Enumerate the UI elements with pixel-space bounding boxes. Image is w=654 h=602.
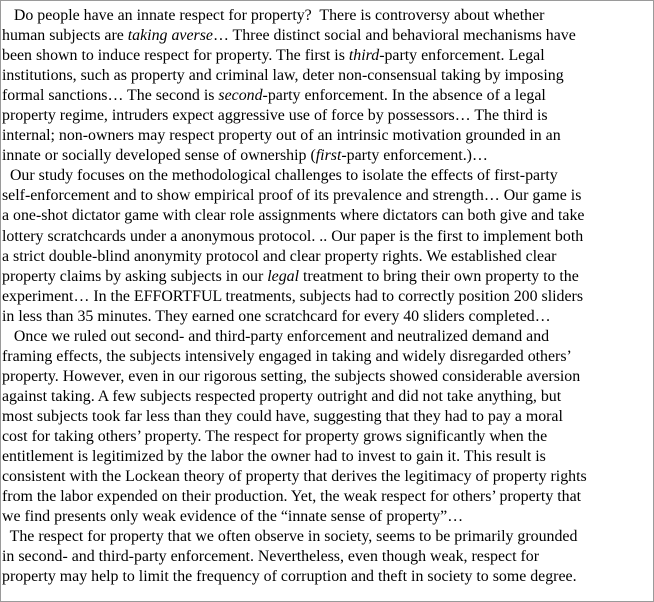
text-line xyxy=(2,367,652,387)
text-segment: lottery scratchcards under a anonymous protocol. .. Our paper is the first to implement both xyxy=(2,227,584,245)
text-line xyxy=(2,287,652,307)
italic-text: taking averse xyxy=(127,27,213,45)
italic-text: legal xyxy=(267,267,300,285)
text-segment: experiment… In the EFFORTFUL treatments, subjects had to correctly position 200 sliders xyxy=(2,287,584,305)
text-segment: cost for taking others’ property. The respect for property grows significantly when the xyxy=(2,427,548,445)
text-segment: we find presents only weak evidence of the “innate sense of property”… xyxy=(2,508,464,526)
text-line xyxy=(2,106,652,126)
text-segment: formal sanctions… The second is xyxy=(2,87,219,105)
text-line xyxy=(2,146,652,166)
text-line xyxy=(2,527,652,547)
text-segment: … Three distinct social and behavioral mechanisms have xyxy=(212,27,576,45)
text-line xyxy=(2,307,652,327)
text-line xyxy=(2,166,652,186)
text-segment: been shown to induce respect for property. The first is xyxy=(2,47,349,65)
text-segment: treatment to bring their own property to the xyxy=(299,267,579,285)
text-segment: property. However, even in our rigorous setting, the subjects showed considerable aversion xyxy=(2,367,581,385)
text-segment: property regime, intruders expect aggressive use of force by possessors… The third is xyxy=(2,107,548,125)
text-line xyxy=(2,247,652,267)
text-segment: Our study focuses on the methodological challenges to isolate the effects of first-party xyxy=(2,167,558,185)
text-segment: -party enforcement. Legal xyxy=(379,47,545,65)
text-segment: property claims by asking subjects in our xyxy=(2,267,268,285)
text-segment: most subjects took far less than they could have, suggesting that they had to pay a moral xyxy=(2,407,563,425)
text-line xyxy=(2,46,652,66)
text-segment: framing effects, the subjects intensively engaged in taking and widely disregarded others’ xyxy=(2,347,572,365)
text-line xyxy=(2,347,652,367)
text-line xyxy=(2,327,652,347)
text-line xyxy=(2,227,652,247)
text-line xyxy=(2,407,652,427)
text-segment: a one-shot dictator game with clear role assignments where dictators can both give and take xyxy=(2,207,585,225)
document-text xyxy=(2,6,652,587)
text-segment: consistent with the Lockean theory of property that derives the legitimacy of property rights xyxy=(2,468,587,486)
text-segment: property may help to limit the frequency of corruption and theft in society to some degree. xyxy=(2,568,577,586)
text-line xyxy=(2,567,652,587)
text-line xyxy=(2,387,652,407)
text-segment: institutions, such as property and criminal law, deter non-consensual taking by imposing xyxy=(2,67,564,85)
text-segment: innate or socially developed sense of ownership ( xyxy=(2,147,316,165)
text-line xyxy=(2,66,652,86)
text-segment: Do people have an innate respect for property? There is controversy about whether xyxy=(2,7,545,24)
text-line xyxy=(2,6,652,26)
text-segment: against taking. A few subjects respected property outright and did not take anything, but xyxy=(2,387,562,405)
italic-text: second xyxy=(218,87,263,105)
text-line xyxy=(2,427,652,447)
text-segment: entitlement is legitimized by the labor the owner had to invest to gain it. This result is xyxy=(2,448,546,466)
text-line xyxy=(2,507,652,527)
text-line xyxy=(2,206,652,226)
text-line xyxy=(2,86,652,106)
text-segment: in less than 35 minutes. They earned one scratchcard for every 40 sliders completed… xyxy=(2,307,551,325)
text-segment: The respect for property that we often observe in society, seems to be primarily grounded xyxy=(2,528,578,546)
italic-text: third xyxy=(348,47,380,65)
text-segment: self-enforcement and to show empirical proof of its prevalence and strength… Our game is xyxy=(2,187,582,205)
text-segment: from the labor expended on their production. Yet, the weak respect for others’ property that xyxy=(2,488,582,506)
text-line xyxy=(2,126,652,146)
text-line xyxy=(2,267,652,287)
italic-text: first xyxy=(315,147,342,165)
text-segment: a strict double-blind anonymity protocol and clear property rights. We established clear xyxy=(2,247,557,265)
text-line xyxy=(2,26,652,46)
text-segment: internal; non-owners may respect property out of an intrinsic motivation grounded in an xyxy=(2,127,561,145)
text-line xyxy=(2,547,652,567)
text-line xyxy=(2,487,652,507)
text-segment: human subjects are xyxy=(2,27,128,45)
text-segment: -party enforcement.)… xyxy=(341,147,488,165)
text-segment: Once we ruled out second- and third-party enforcement and neutralized demand and xyxy=(2,327,550,345)
text-segment: in second- and third-party enforcement. Nevertheless, even though weak, respect for xyxy=(2,548,539,566)
text-line xyxy=(2,447,652,467)
text-segment: -party enforcement. In the absence of a legal xyxy=(262,87,546,105)
text-line xyxy=(2,467,652,487)
text-line xyxy=(2,186,652,206)
